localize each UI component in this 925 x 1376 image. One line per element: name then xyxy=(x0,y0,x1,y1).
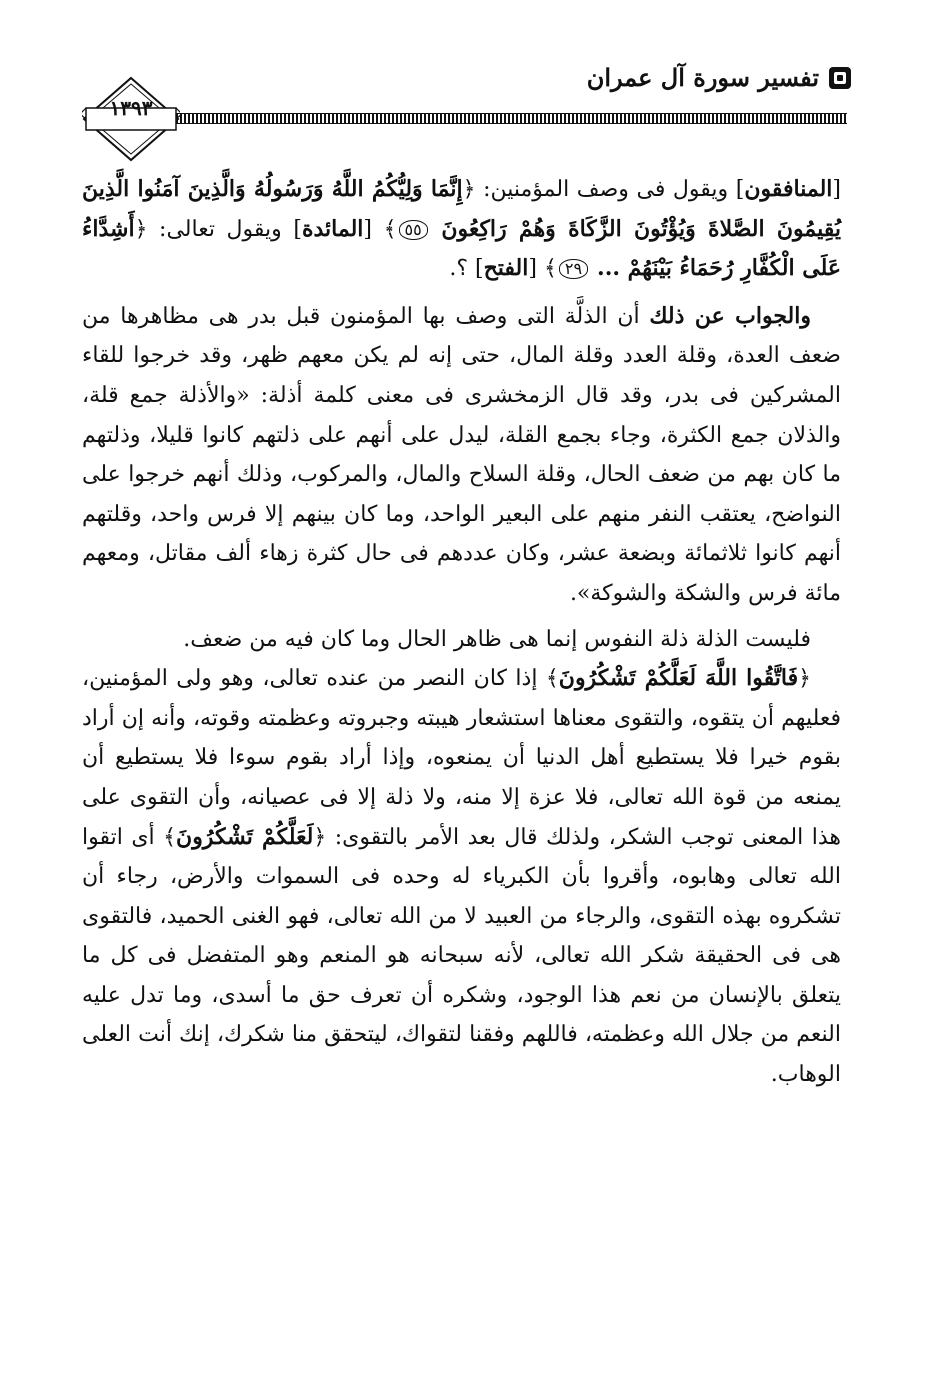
verse-number: ٥٥ xyxy=(399,220,428,240)
paragraph-4 xyxy=(82,659,841,1095)
text-run: ﴾ إذا كان النصر من عنده تعالى، وهو ولى المؤمنين، فعليهم أن يتقوه، والتقوى معناها استشعار هيبته وجبروته وعظمته وقوته، وأنه إن أراد بقوم خيرا فلا يستطيع أهل الدنيا أن يمنعوه، وإذا أراد بقوم سوءا فلا يستطيع أن يمنعه من قوة الله تعالى، فلا عزة إلا منه، ولا ذلة إلا فى عصيانه، وأن التقوى على هذا المعنى توجب الشكر، ولذلك قال بعد الأمر بالتقوى: ﴿ xyxy=(82,666,841,850)
quran-verse: إِنَّمَا وَلِيُّكُمُ اللَّهُ وَرَسُولُهُ وَالَّذِينَ آمَنُوا الَّذِينَ يُقِيمُونَ الصَّلاةَ وَيُؤْتُونَ الزَّكَاةَ وَهُمْ رَاكِعُونَ xyxy=(82,176,841,242)
quran-verse: أَشِدَّاءُ عَلَى الْكُفَّارِ رُحَمَاءُ بَيْنَهُمْ ... xyxy=(82,215,841,282)
text-run: ] ؟. xyxy=(449,256,484,282)
surah-ref: الفتح xyxy=(483,255,529,282)
paragraph-1 xyxy=(82,170,841,289)
text-run: ] ويقول تعالى: ﴿ xyxy=(134,216,302,242)
text-run: [ xyxy=(832,177,841,202)
verse-number: ٢٩ xyxy=(559,259,588,279)
paragraph-3: فليست الذلة ذلة النفوس إنما هى ظاهر الحال وما كان فيه من ضعف. xyxy=(183,626,811,652)
text-run: ﴾ [ xyxy=(528,256,557,282)
page-header xyxy=(0,0,925,175)
header-rule xyxy=(168,113,847,124)
quran-verse: لَعَلَّكُمْ تَشْكُرُونَ xyxy=(176,823,314,850)
paragraph-lead: والجواب عن ذلك xyxy=(649,302,811,329)
surah-ref: المائدة xyxy=(301,215,364,242)
text-run: ] ويقول فى وصف المؤمنين: ﴿ xyxy=(462,177,745,202)
surah-ref: المنافقون xyxy=(744,176,833,202)
text-run: أن الذلَّة التى وصف بها المؤمنون قبل بدر هى مظاهرها من ضعف العدة، وقلة العدد وقلة المال، حتى إنه لم يكن معهم ظهر، وقد خرجوا للقاء المشركين فى بدر، وقد قال الزمخشرى فى معنى كلمة أذلة: «والأذلة جمع قلة، والذلان جمع الكثرة، وجاء بجمع القلة، ليدل على أنهم على ذلتهم كانوا قليلا، وذلتهم ما كان بهم من ضعف الحال، وقلة السلاح والمال، والمركوب، وذلك أنهم خرجوا على النواضح، يعتقب النفر منهم على البعير الواحد، وما كان بينهم إلا فرس واحد، وقلتهم أنهم كانوا ثلاثمائة وبضعة عشر، وكان عددهم فى حال كثرة زهاء ألف مقاتل، ومعهم مائة فرس والشكة والشوكة». xyxy=(82,303,841,606)
running-title: تفسير سورة آل عمران xyxy=(586,63,819,92)
text-run: ﴿ xyxy=(798,666,812,692)
paragraph-2 xyxy=(82,297,841,614)
text-run: ﴾ أى اتقوا الله تعالى وهابوه، وأقروا بأن الكبرياء له وحده فى السموات والأرض، رجاء أن تشكروه بهذه التقوى، والرجاء من العبيد لا من الله تعالى، فهو الغنى الحميد، فالتقوى هى فى الحقيقة شكر الله تعالى، لأنه سبحانه هو المنعم وهو المتفضل فى كل ما يتعلق بالإنسان من نعم هذا الوجود، وشكره أن تعرف حق ما أسدى، وما تدل عليه النعم من جلال الله وعظمته، فاللهم وفقنا لتقواك، ليتحقق منا شكرك، إنك أنت العلى الوهاب. xyxy=(82,824,841,1088)
page-body xyxy=(82,170,841,1095)
ornament-icon xyxy=(829,67,851,89)
quran-verse: فَاتَّقُوا اللَّهَ لَعَلَّكُمْ تَشْكُرُونَ xyxy=(558,665,799,692)
running-header xyxy=(587,63,851,92)
text-run: ﴾ [ xyxy=(363,216,397,242)
page-number: ١٣٩٣ xyxy=(109,96,153,120)
